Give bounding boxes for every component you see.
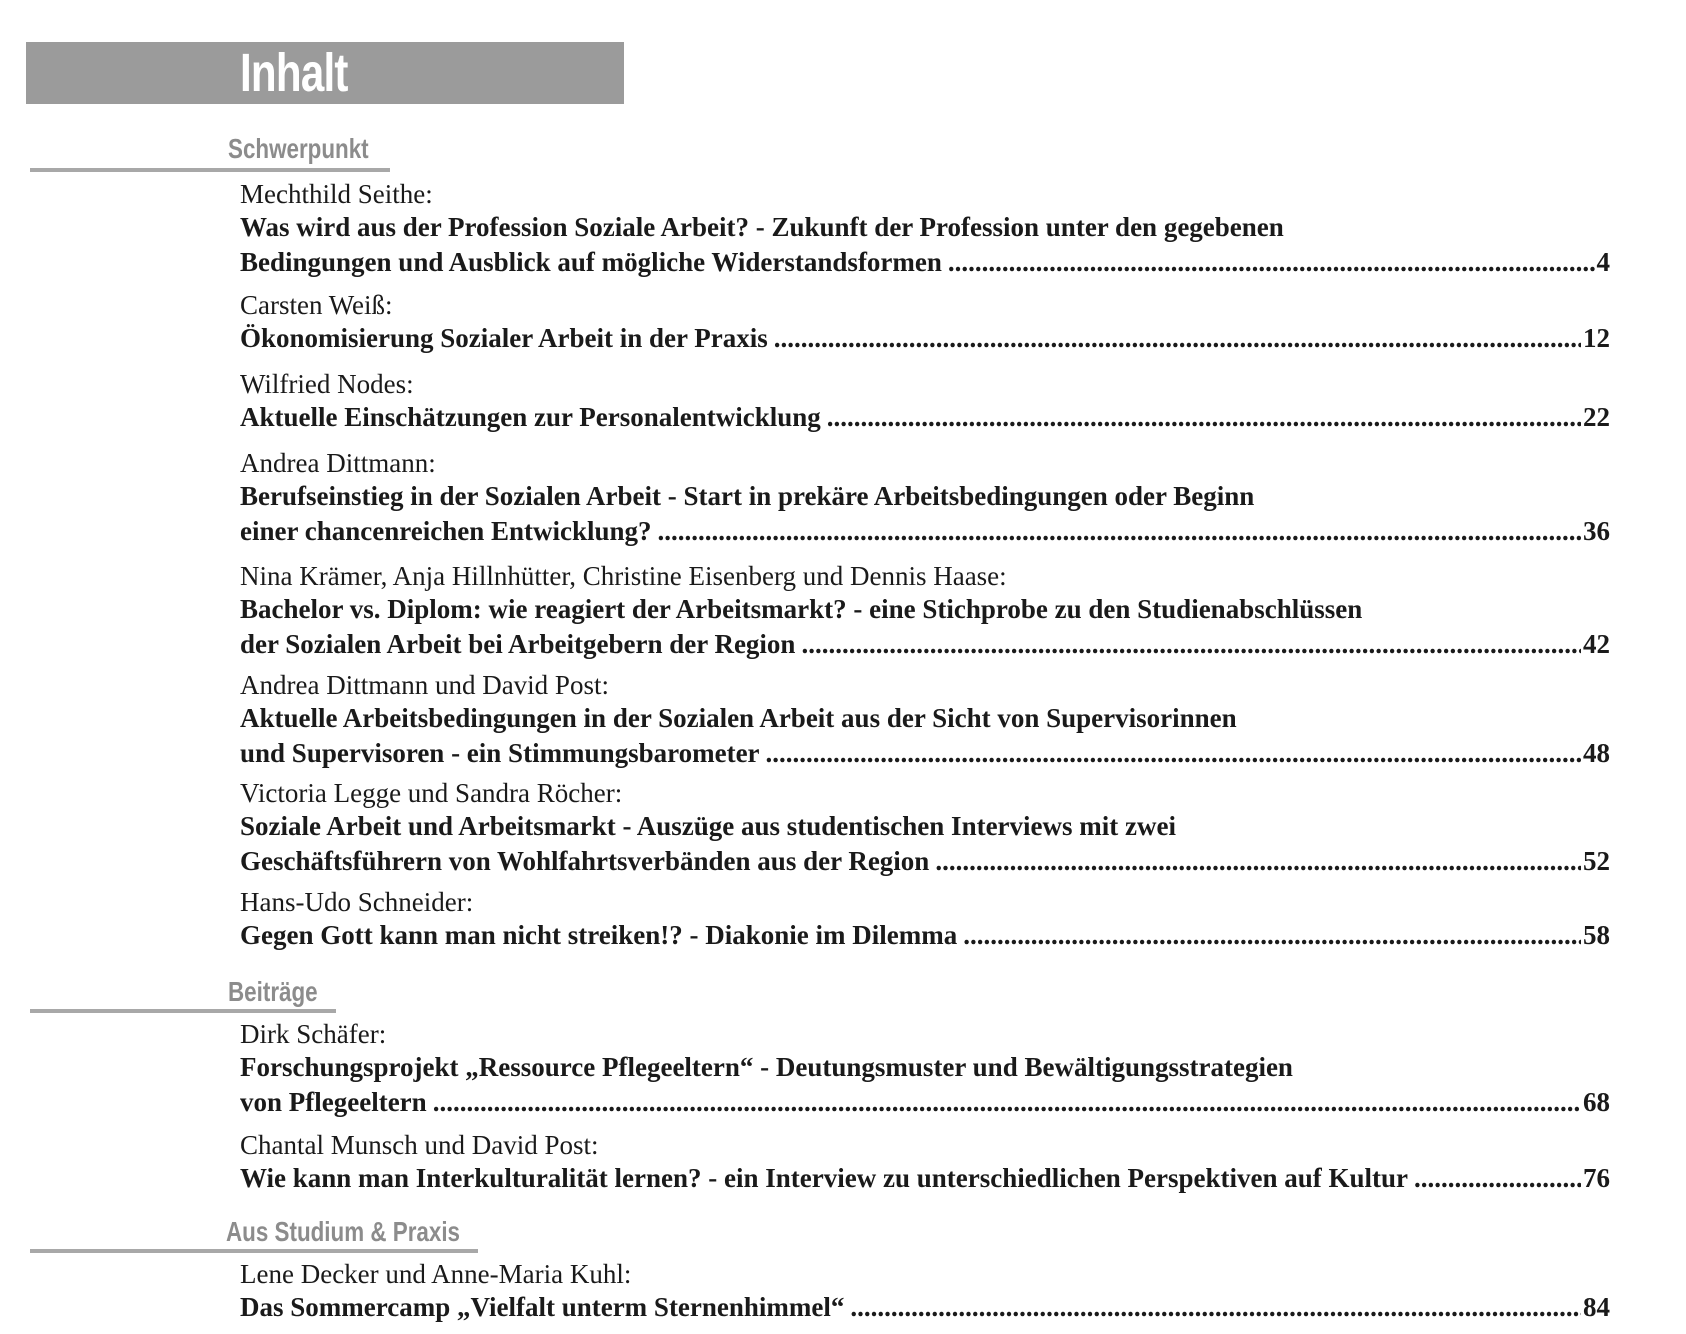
toc-entry[interactable]	[240, 670, 1610, 771]
leader-dots	[801, 627, 1581, 662]
section-rule	[30, 168, 390, 172]
entry-title-line: und Supervisoren - ein Stimmungsbarometer	[240, 738, 760, 768]
entry-title-row	[240, 514, 1610, 549]
toc-entry[interactable]	[240, 1259, 1610, 1325]
page-number: 48	[1583, 738, 1610, 768]
leader-dots	[935, 844, 1581, 879]
entry-title-line: Geschäftsführern von Wohlfahrtsverbänden aus der Region	[240, 846, 930, 876]
entry-author: Mechthild Seithe:	[240, 179, 433, 209]
entry-title-row	[240, 1161, 1610, 1196]
page-number: 76	[1583, 1163, 1610, 1193]
entry-title-line: der Sozialen Arbeit bei Arbeitgebern der Region	[240, 629, 796, 659]
entry-title-line: Gegen Gott kann man nicht streiken!? - Diakonie im Dilemma	[240, 920, 958, 950]
leader-dots	[774, 321, 1581, 356]
section-heading-aus-studium-praxis: Aus Studium & Praxis	[226, 1216, 461, 1247]
entry-title-row	[240, 400, 1610, 435]
toc-entry[interactable]	[240, 1130, 1610, 1196]
entry-title-row	[240, 1290, 1610, 1325]
entry-title-row	[240, 627, 1610, 662]
page-number: 36	[1583, 516, 1610, 546]
page-number: 4	[1596, 247, 1610, 277]
entry-author: Lene Decker und Anne-Maria Kuhl:	[240, 1259, 632, 1289]
toc-entry[interactable]	[240, 778, 1610, 879]
entry-title-row	[240, 736, 1610, 771]
entry-title-line: Aktuelle Einschätzungen zur Personalentwicklung	[240, 402, 821, 432]
entry-title-line: Was wird aus der Profession Soziale Arbeit? - Zukunft der Profession unter den gegebenen	[240, 212, 1284, 242]
section-rule	[30, 1009, 336, 1013]
section-heading-schwerpunkt: Schwerpunkt	[228, 133, 369, 164]
entry-title-line: Das Sommercamp „Vielfalt unterm Sternenhimmel“	[240, 1292, 845, 1322]
entry-title-line: einer chancenreichen Entwicklung?	[240, 516, 652, 546]
entry-title-line: Wie kann man Interkulturalität lernen? - ein Interview zu unterschiedlichen Perspektiven auf Kultur	[240, 1163, 1408, 1193]
entry-author: Chantal Munsch und David Post:	[240, 1130, 599, 1160]
page-number: 68	[1583, 1087, 1610, 1117]
toc-entry[interactable]	[240, 561, 1610, 662]
page-number: 52	[1583, 846, 1610, 876]
leader-dots	[1414, 1161, 1581, 1196]
leader-dots	[766, 736, 1581, 771]
toc-entry[interactable]	[240, 887, 1610, 953]
page-number: 58	[1583, 920, 1610, 950]
entry-author: Carsten Weiß:	[240, 290, 393, 320]
entry-author: Andrea Dittmann:	[240, 448, 436, 478]
entry-author: Nina Krämer, Anja Hillnhütter, Christine Eisenberg und Dennis Haase:	[240, 561, 1007, 591]
page-number: 12	[1583, 323, 1610, 353]
entry-title-row	[240, 1085, 1610, 1120]
toc-entry[interactable]	[240, 290, 1610, 356]
entry-title-row	[240, 321, 1610, 356]
entry-title-line: Aktuelle Arbeitsbedingungen in der Sozialen Arbeit aus der Sicht von Supervisorinnen	[240, 703, 1237, 733]
leader-dots	[658, 514, 1581, 549]
entry-title-line: Forschungsprojekt „Ressource Pflegeeltern“ - Deutungsmuster und Bewältigungsstrategien	[240, 1052, 1293, 1082]
leader-dots	[827, 400, 1581, 435]
page-number: 42	[1583, 629, 1610, 659]
entry-title-line: Soziale Arbeit und Arbeitsmarkt - Auszüge aus studentischen Interviews mit zwei	[240, 811, 1176, 841]
entry-author: Victoria Legge und Sandra Röcher:	[240, 778, 623, 808]
toc-entry[interactable]	[240, 369, 1610, 435]
page-number: 22	[1583, 402, 1610, 432]
entry-title-line: von Pflegeeltern	[240, 1087, 427, 1117]
toc-entry[interactable]	[240, 1019, 1610, 1120]
entry-title-line: Ökonomisierung Sozialer Arbeit in der Praxis	[240, 323, 768, 353]
entry-title-line: Bedingungen und Ausblick auf mögliche Widerstandsformen	[240, 247, 942, 277]
leader-dots	[948, 245, 1595, 280]
entry-author: Dirk Schäfer:	[240, 1019, 387, 1049]
toc-entry[interactable]	[240, 448, 1610, 549]
section-heading-beitraege: Beiträge	[228, 976, 318, 1007]
toc-entry[interactable]	[240, 179, 1610, 280]
leader-dots	[963, 918, 1581, 953]
entry-title-line: Berufseinstieg in der Sozialen Arbeit - Start in prekäre Arbeitsbedingungen oder Beginn	[240, 481, 1255, 511]
leader-dots	[433, 1085, 1581, 1120]
leader-dots	[850, 1290, 1581, 1325]
entry-title-row	[240, 844, 1610, 879]
entry-title-line: Bachelor vs. Diplom: wie reagiert der Arbeitsmarkt? - eine Stichprobe zu den Studienabschlüssen	[240, 594, 1363, 624]
title-bar	[26, 42, 624, 104]
entry-author: Andrea Dittmann und David Post:	[240, 670, 609, 700]
entry-author: Wilfried Nodes:	[240, 369, 414, 399]
page-number: 84	[1583, 1292, 1610, 1322]
entry-title-row	[240, 245, 1610, 280]
entry-title-row	[240, 918, 1610, 953]
entry-author: Hans-Udo Schneider:	[240, 887, 474, 917]
section-rule	[30, 1249, 478, 1253]
page-title: Inhalt	[240, 43, 348, 103]
